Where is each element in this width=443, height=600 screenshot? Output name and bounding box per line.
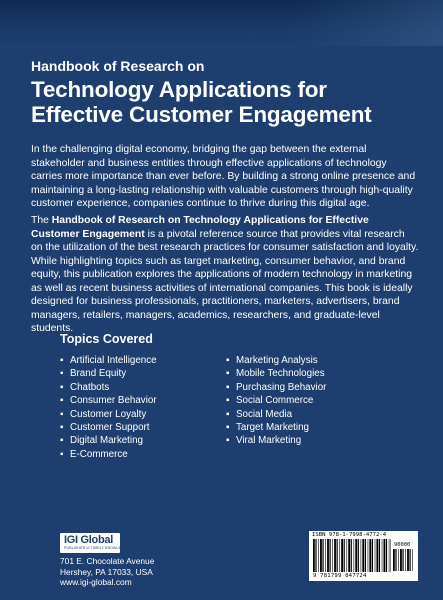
barcode-bar	[405, 549, 406, 571]
barcode-bar	[322, 539, 323, 572]
barcode-digits: 9 781799 847724	[313, 573, 367, 579]
topic-item	[60, 408, 157, 421]
publisher-website: www.igi-global.com	[60, 577, 132, 587]
barcode-bar	[410, 549, 411, 571]
barcode-bar	[348, 539, 350, 572]
barcode-bar	[386, 539, 387, 572]
address-line-2: Hershey, PA 17033, USA	[60, 566, 153, 577]
bullet-icon: ▪	[226, 368, 230, 380]
topic-label: Mobile Technologies	[236, 368, 325, 380]
barcode-bar	[375, 539, 376, 572]
bullet-icon: ▪	[60, 368, 64, 380]
barcode-bar	[315, 539, 316, 572]
paragraph-2-rest: is a pivotal reference source that provides vital research on the utilization of the best research practices for consumer satisfaction and loyalty. While highlighting topics such as target marketing, consumer behavior, and brand equity, this publication explores the applications of modern technology in marketing as well as recent business activities of international companies. This book is ideally designed for business professionals, practitioners, marketers, advertisers, brand managers, retailers, managers, academics, researchers, and graduate-level students.	[31, 228, 419, 334]
barcode-bar	[313, 539, 315, 572]
bullet-icon: ▪	[60, 381, 64, 393]
barcode-bar	[389, 539, 390, 572]
topic-item	[226, 354, 326, 367]
topic-label: Consumer Behavior	[70, 395, 157, 407]
topic-item	[60, 381, 157, 394]
publisher-address	[60, 556, 154, 588]
topic-item	[60, 354, 157, 367]
topic-label: Social Commerce	[236, 395, 314, 407]
bullet-icon: ▪	[60, 395, 64, 407]
book-title-line-2: Effective Customer Engagement	[31, 102, 372, 127]
header-stripe	[293, 0, 443, 46]
barcode-bar	[347, 539, 348, 572]
top-header-band	[0, 0, 443, 46]
barcode-bar	[365, 539, 366, 572]
topic-item	[226, 408, 326, 421]
paragraph-2-book-title: Handbook of Research on Technology Applications for Effective Customer Engagement	[31, 215, 369, 240]
logo-name: IGI Global	[64, 534, 113, 546]
topic-label: Target Marketing	[236, 422, 309, 434]
barcode-bar	[379, 539, 380, 572]
barcode-bar	[362, 539, 364, 572]
isbn-label: ISBN 978-1-7998-4772-4	[312, 532, 387, 538]
topic-item	[60, 421, 157, 434]
barcode-bar	[327, 539, 329, 572]
bullet-icon: ▪	[60, 422, 64, 434]
addon-barcode-icon	[393, 549, 414, 571]
barcode-bar	[355, 539, 357, 572]
topic-item	[60, 394, 157, 407]
barcode-bar	[368, 539, 369, 572]
barcode-bar	[337, 539, 338, 572]
barcode-bar	[361, 539, 362, 572]
book-subtitle: Handbook of Research on	[31, 58, 205, 74]
barcode-bar	[351, 539, 352, 572]
title-block	[31, 58, 416, 127]
barcode-bar	[372, 539, 373, 572]
topic-item	[60, 367, 157, 380]
topic-item	[226, 434, 326, 447]
bullet-icon: ▪	[226, 395, 230, 407]
barcode-bar	[407, 549, 409, 571]
barcode-bar	[339, 539, 340, 572]
barcode-bar	[354, 539, 355, 572]
barcode-bar	[318, 539, 319, 572]
logo-tagline: PUBLISHER of TIMELY KNOWLEDGE	[64, 546, 130, 550]
barcode-bar	[325, 539, 326, 572]
barcode-bar	[334, 539, 336, 572]
book-title	[31, 77, 416, 127]
bullet-icon: ▪	[226, 435, 230, 447]
topic-label: Marketing Analysis	[236, 355, 318, 366]
book-title-line-1: Technology Applications for	[31, 77, 327, 102]
bullet-icon: ▪	[226, 408, 230, 420]
barcode-bar	[384, 539, 386, 572]
barcode-bar	[412, 549, 413, 571]
topics-heading: Topics Covered	[60, 332, 153, 346]
bullet-icon: ▪	[60, 448, 64, 460]
topic-item	[60, 434, 157, 447]
barcode-bar	[341, 539, 343, 572]
address-line-1: 701 E. Chocolate Avenue	[60, 556, 155, 566]
barcode-bar	[320, 539, 322, 572]
topic-label: Digital Marketing	[70, 435, 143, 447]
isbn-barcode-box	[309, 531, 418, 581]
isbn-addon-code: 90000	[394, 542, 411, 548]
topic-item	[226, 367, 326, 380]
paragraph-2-lead: The	[31, 215, 52, 226]
barcode-bar	[332, 539, 333, 572]
barcode-bar	[400, 549, 402, 571]
publisher-logo	[60, 533, 130, 553]
barcode-bar	[330, 539, 331, 572]
topics-list-left	[60, 354, 157, 461]
topic-label: Chatbots	[70, 381, 110, 393]
bullet-icon: ▪	[226, 381, 230, 393]
barcode-bar	[344, 539, 345, 572]
barcode-bar	[395, 549, 396, 571]
barcode-bar	[382, 539, 383, 572]
topics-list-right	[226, 354, 326, 448]
bullet-icon: ▪	[226, 355, 230, 366]
topic-item	[226, 394, 326, 407]
description-paragraph-1: In the challenging digital economy, bridging the gap between the external stakeholder and business entities through effective applications of technology carries more importance than ever before. By building a strong online presence and maintaining a long-lasting relationship with valuable customers through high-quality customer experience, companies continue to thrive during this digital age.	[31, 144, 416, 209]
topic-label: Customer Loyalty	[70, 408, 147, 420]
barcode-bar	[402, 549, 403, 571]
barcode-bar	[358, 539, 359, 572]
barcode-bar	[369, 539, 371, 572]
barcode-bar	[393, 549, 395, 571]
description-paragraph-2	[31, 214, 419, 336]
barcode-icon	[313, 539, 391, 572]
barcode-bar	[398, 549, 399, 571]
topic-item	[60, 448, 157, 461]
topic-label: E-Commerce	[70, 448, 128, 460]
bullet-icon: ▪	[226, 422, 230, 434]
bullet-icon: ▪	[60, 435, 64, 447]
barcode-bar	[376, 539, 378, 572]
topic-label: Customer Support	[70, 422, 150, 434]
topic-item	[226, 381, 326, 394]
topic-label: Artificial Intelligence	[70, 355, 157, 366]
topic-label: Brand Equity	[70, 368, 127, 380]
topic-label: Social Media	[236, 408, 293, 420]
bullet-icon: ▪	[60, 355, 64, 366]
topic-item	[226, 421, 326, 434]
bullet-icon: ▪	[60, 408, 64, 420]
topic-label: Purchasing Behavior	[236, 381, 327, 393]
topic-label: Viral Marketing	[236, 435, 302, 447]
